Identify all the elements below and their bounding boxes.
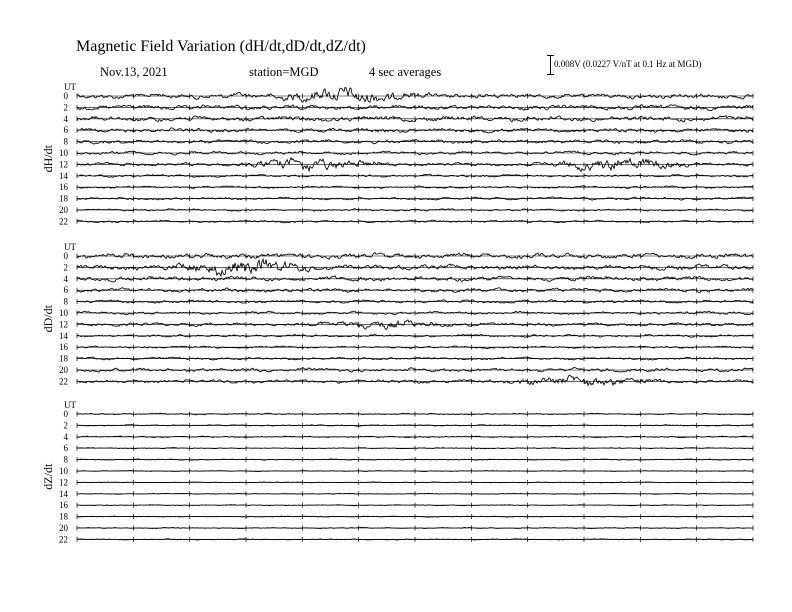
hour-tick-label: 16 (59, 500, 68, 511)
hour-tick-label: 20 (59, 523, 68, 533)
hour-tick-label: 0 (63, 91, 68, 101)
hour-tick-label: 16 (59, 342, 68, 353)
hour-tick-label: 20 (59, 365, 68, 375)
hour-tick-label: 10 (59, 148, 68, 158)
hour-tick-label: 4 (63, 113, 68, 124)
hour-tick-label: 14 (59, 488, 68, 499)
hour-tick-label: 10 (59, 466, 68, 476)
component-label: dZ/dt (41, 463, 55, 490)
hour-tick-label: 18 (59, 511, 68, 522)
ut-label: UT (64, 82, 76, 92)
hour-tick-label: 6 (63, 443, 68, 454)
scale-label: 0.008V (0.0227 V/nT at 0.1 Hz at MGD) (554, 59, 702, 69)
hour-tick-label: 2 (63, 262, 68, 273)
hour-tick-label: 22 (59, 376, 68, 387)
component-label: dH/dt (41, 145, 55, 173)
hour-tick-label: 16 (59, 182, 68, 193)
hour-tick-label: 22 (59, 216, 68, 227)
ut-label: UT (64, 242, 76, 252)
station-label: station=MGD (249, 65, 319, 79)
hour-tick-label: 22 (59, 534, 68, 545)
hour-tick-label: 8 (63, 296, 68, 307)
hour-tick-label: 4 (63, 431, 68, 442)
hour-tick-label: 6 (63, 285, 68, 296)
hour-tick-label: 14 (59, 330, 68, 341)
trace-line (77, 320, 753, 329)
hour-tick-label: 18 (59, 353, 68, 364)
averaging-label: 4 sec averages (369, 65, 442, 79)
hour-tick-label: 12 (59, 159, 68, 170)
component-label: dD/dt (41, 305, 55, 333)
hour-tick-label: 2 (63, 420, 68, 431)
hour-tick-label: 12 (59, 477, 68, 488)
ut-label: UT (64, 400, 76, 410)
hour-tick-label: 0 (63, 251, 68, 261)
hour-tick-label: 6 (63, 125, 68, 136)
hour-tick-label: 2 (63, 102, 68, 113)
date-label: Nov.13, 2021 (100, 65, 168, 79)
hour-tick-label: 4 (63, 273, 68, 284)
hour-tick-label: 18 (59, 193, 68, 204)
hour-tick-label: 14 (59, 170, 68, 181)
hour-tick-label: 8 (63, 136, 68, 147)
hour-tick-label: 0 (63, 409, 68, 419)
hour-tick-label: 8 (63, 454, 68, 465)
hour-tick-label: 12 (59, 319, 68, 330)
hour-tick-label: 20 (59, 205, 68, 215)
chart-title: Magnetic Field Variation (dH/dt,dD/dt,dZ/dt) (76, 38, 366, 55)
hour-tick-label: 10 (59, 308, 68, 318)
